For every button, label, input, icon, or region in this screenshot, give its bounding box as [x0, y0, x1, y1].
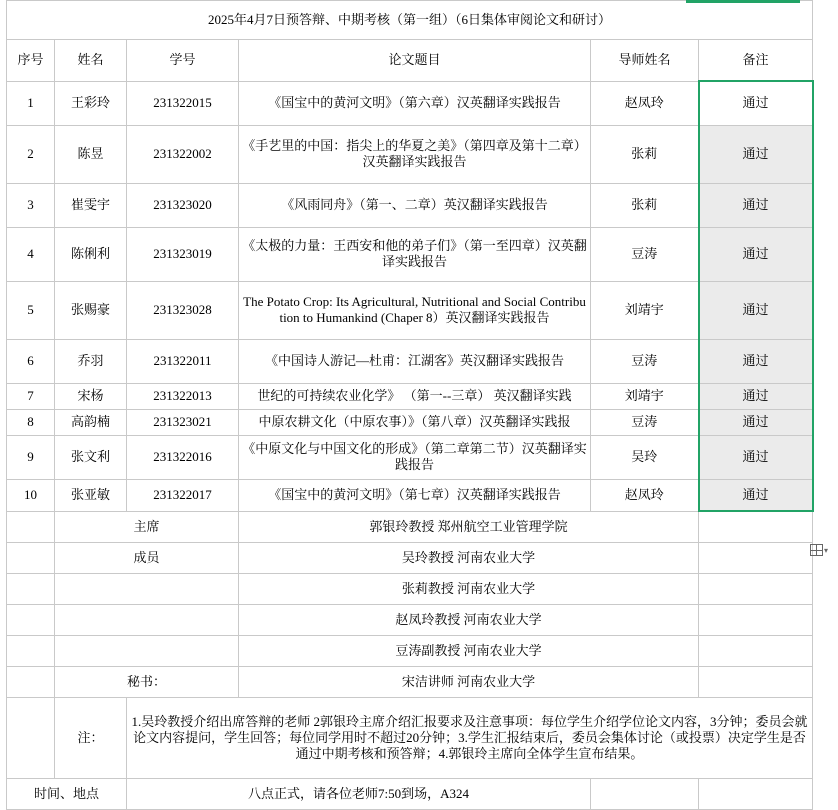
cell-remark[interactable]: 通过	[699, 227, 813, 281]
cell-id: 231322016	[127, 435, 239, 479]
note-label: 注：	[55, 698, 127, 779]
cell-topic: 《国宝中的黄河文明》（第七章）汉英翻译实践报告	[239, 479, 591, 511]
note-spacer	[7, 698, 55, 779]
cell-no: 10	[7, 479, 55, 511]
cell-advisor: 张莉	[591, 125, 699, 183]
cell-id: 231322011	[127, 339, 239, 383]
note-text: 1.吴玲教授介绍出席答辩的老师 2郭银玲主席介绍汇报要求及注意事项：每位学生介绍学位论文内容，3分钟；委员会就论文内容提问，学生回答；每位同学用时不超过20分钟；3.学生汇报结束后，委员会集体讨论（或投票）决定学生是否通过中期考核和预答辩；4.郭银玲主席向全体学生宣布结果。	[127, 698, 813, 779]
cell-no: 4	[7, 227, 55, 281]
header-cell-topic: 论文题目	[239, 40, 591, 82]
cell-no: 5	[7, 281, 55, 339]
chevron-down-icon: ▾	[823, 545, 828, 555]
cell-topic: The Potato Crop: Its Agricultural, Nutritional and Social Contribution to Humankind (Chaper 8）英汉翻译实践报告	[239, 281, 591, 339]
document-title: 2025年4月7日预答辩、中期考核（第一组）（6日集体审阅论文和研讨）	[7, 1, 813, 40]
table-row[interactable]	[7, 183, 813, 227]
committee-spacer	[7, 605, 55, 636]
secretary-value: 宋洁讲师 河南农业大学	[239, 667, 699, 698]
committee-empty	[699, 543, 813, 574]
cell-name: 宋杨	[55, 383, 127, 409]
note-row[interactable]	[7, 698, 813, 779]
selection-top-edge	[686, 0, 800, 3]
cell-name: 张赐豪	[55, 281, 127, 339]
cell-topic: 世纪的可持续农业化学》 （第一--三章） 英汉翻译实践	[239, 383, 591, 409]
cell-topic: 《太极的力量：王西安和他的弟子们》（第一至四章）汉英翻译实践报告	[239, 227, 591, 281]
table-row[interactable]	[7, 435, 813, 479]
cell-advisor: 刘靖宇	[591, 383, 699, 409]
cell-id: 231322017	[127, 479, 239, 511]
footer-empty-remark	[699, 779, 813, 810]
committee-spacer	[7, 636, 55, 667]
table-row[interactable]	[7, 339, 813, 383]
cell-advisor: 豆涛	[591, 409, 699, 435]
grid-icon	[810, 544, 823, 556]
cell-name: 王彩玲	[55, 81, 127, 125]
committee-spacer	[7, 511, 55, 543]
cell-no: 1	[7, 81, 55, 125]
committee-value: 郭银玲教授 郑州航空工业管理学院	[239, 511, 699, 543]
cell-remark[interactable]: 通过	[699, 435, 813, 479]
cell-remark[interactable]: 通过	[699, 81, 813, 125]
cell-id: 231323019	[127, 227, 239, 281]
cell-name: 张亚敏	[55, 479, 127, 511]
committee-role: 主席	[55, 511, 239, 543]
cell-advisor: 豆涛	[591, 339, 699, 383]
table-row[interactable]	[7, 125, 813, 183]
cell-id: 231323021	[127, 409, 239, 435]
committee-empty	[699, 667, 813, 698]
cell-remark[interactable]: 通过	[699, 125, 813, 183]
committee-row[interactable]	[7, 636, 813, 667]
cell-no: 6	[7, 339, 55, 383]
cell-no: 3	[7, 183, 55, 227]
cell-name: 陈俐利	[55, 227, 127, 281]
cell-no: 8	[7, 409, 55, 435]
committee-row[interactable]	[7, 605, 813, 636]
cell-topic: 《中原文化与中国文化的形成》（第二章第二节）汉英翻译实践报告	[239, 435, 591, 479]
cell-remark[interactable]: 通过	[699, 479, 813, 511]
committee-empty	[699, 636, 813, 667]
cell-topic: 《手艺里的中国：指尖上的华夏之美》（第四章及第十二章）汉英翻译实践报告	[239, 125, 591, 183]
footer-empty-advisor	[591, 779, 699, 810]
cell-remark[interactable]: 通过	[699, 383, 813, 409]
header-cell-advisor: 导师姓名	[591, 40, 699, 82]
header-cell-id: 学号	[127, 40, 239, 82]
cell-remark[interactable]: 通过	[699, 409, 813, 435]
cell-no: 2	[7, 125, 55, 183]
header-cell-remark: 备注	[699, 40, 813, 82]
cell-no: 7	[7, 383, 55, 409]
committee-empty	[699, 511, 813, 543]
committee-spacer	[7, 667, 55, 698]
committee-empty	[699, 605, 813, 636]
cell-advisor: 张莉	[591, 183, 699, 227]
cell-advisor: 赵凤玲	[591, 81, 699, 125]
committee-spacer	[7, 574, 55, 605]
table-row[interactable]	[7, 227, 813, 281]
committee-value: 张莉教授 河南农业大学	[239, 574, 699, 605]
committee-row[interactable]	[7, 574, 813, 605]
cell-no: 9	[7, 435, 55, 479]
cell-topic: 《中国诗人游记—杜甫：江湖客》英汉翻译实践报告	[239, 339, 591, 383]
table-row[interactable]	[7, 409, 813, 435]
cell-remark[interactable]: 通过	[699, 281, 813, 339]
committee-role	[55, 605, 239, 636]
committee-role: 成员	[55, 543, 239, 574]
cell-name: 陈昱	[55, 125, 127, 183]
cell-name: 乔羽	[55, 339, 127, 383]
secretary-role: 秘书：	[55, 667, 239, 698]
footer-label: 时间、地点	[7, 779, 127, 810]
schedule-table	[6, 0, 814, 810]
quick-analysis-button[interactable]	[806, 540, 832, 560]
table-row[interactable]	[7, 383, 813, 409]
cell-advisor: 刘靖宇	[591, 281, 699, 339]
footer-row[interactable]	[7, 779, 813, 810]
committee-value: 豆涛副教授 河南农业大学	[239, 636, 699, 667]
footer-value: 八点正式，请各位老师7:50到场，A324	[127, 779, 591, 810]
committee-row[interactable]	[7, 543, 813, 574]
table-row[interactable]	[7, 81, 813, 125]
cell-name: 高韵楠	[55, 409, 127, 435]
committee-value: 吴玲教授 河南农业大学	[239, 543, 699, 574]
cell-advisor: 赵凤玲	[591, 479, 699, 511]
committee-role	[55, 636, 239, 667]
cell-remark[interactable]: 通过	[699, 339, 813, 383]
cell-topic: 《风雨同舟》（第一、二章）英汉翻译实践报告	[239, 183, 591, 227]
cell-id: 231323028	[127, 281, 239, 339]
header-cell-no: 序号	[7, 40, 55, 82]
title-row	[7, 1, 813, 40]
committee-spacer	[7, 543, 55, 574]
header-row	[7, 40, 813, 82]
cell-remark[interactable]: 通过	[699, 183, 813, 227]
committee-role	[55, 574, 239, 605]
table-row[interactable]	[7, 479, 813, 511]
cell-advisor: 豆涛	[591, 227, 699, 281]
cell-name: 崔雯宇	[55, 183, 127, 227]
committee-row[interactable]	[7, 511, 813, 543]
cell-id: 231323020	[127, 183, 239, 227]
secretary-row[interactable]	[7, 667, 813, 698]
cell-id: 231322015	[127, 81, 239, 125]
table-row[interactable]	[7, 281, 813, 339]
cell-topic: 《国宝中的黄河文明》（第六章）汉英翻译实践报告	[239, 81, 591, 125]
cell-advisor: 吴玲	[591, 435, 699, 479]
cell-id: 231322002	[127, 125, 239, 183]
cell-id: 231322013	[127, 383, 239, 409]
committee-value: 赵凤玲教授 河南农业大学	[239, 605, 699, 636]
cell-name: 张文利	[55, 435, 127, 479]
cell-topic: 中原农耕文化（中原农事）》（第八章）汉英翻译实践报	[239, 409, 591, 435]
header-cell-name: 姓名	[55, 40, 127, 82]
committee-empty	[699, 574, 813, 605]
